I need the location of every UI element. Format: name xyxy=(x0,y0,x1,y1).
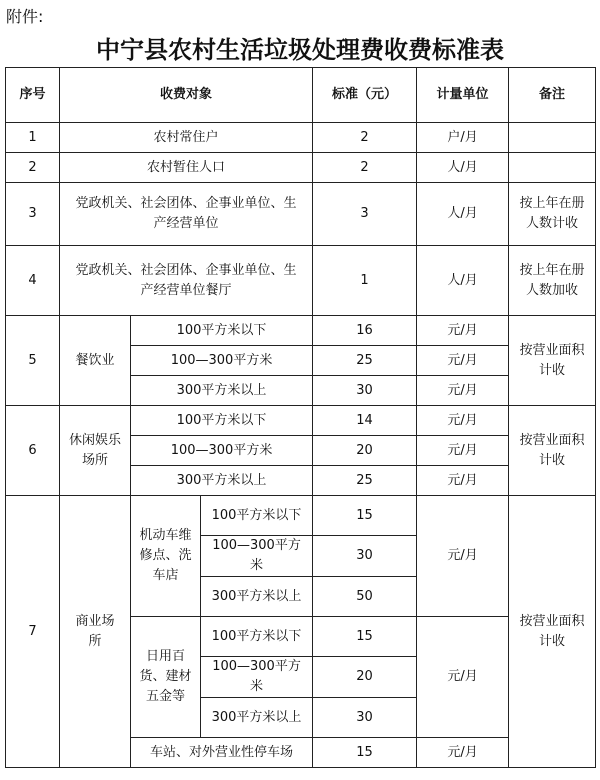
row-object: 农村常住户 xyxy=(60,123,313,153)
row-no: 5 xyxy=(6,316,60,406)
row-standard: 15 xyxy=(313,496,417,536)
row-object: 党政机关、社会团体、企事业单位、生产经营单位餐厅 xyxy=(60,246,313,316)
row-subcategory: 日用百货、建材五金等 xyxy=(131,617,201,738)
row-note xyxy=(509,153,596,183)
row-area: 100平方米以下 xyxy=(201,617,313,657)
table-row xyxy=(6,246,596,316)
row-standard: 30 xyxy=(313,698,417,738)
row-category: 休闲娱乐场所 xyxy=(60,406,131,496)
attachment-label: 附件: xyxy=(6,7,44,26)
row-standard: 20 xyxy=(313,657,417,698)
row-note: 按上年在册人数计收 xyxy=(509,183,596,246)
row-standard: 1 xyxy=(313,246,417,316)
row-standard: 2 xyxy=(313,123,417,153)
row-unit: 元/月 xyxy=(417,617,509,738)
row-unit: 元/月 xyxy=(417,376,509,406)
row-unit: 人/月 xyxy=(417,153,509,183)
row-area: 100平方米以下 xyxy=(201,496,313,536)
row-area: 300平方米以上 xyxy=(201,577,313,617)
row-unit: 户/月 xyxy=(417,123,509,153)
row-no: 6 xyxy=(6,406,60,496)
row-area: 300平方米以上 xyxy=(131,376,313,406)
header-note: 备注 xyxy=(509,68,596,123)
row-standard: 50 xyxy=(313,577,417,617)
row-area: 100平方米以下 xyxy=(131,316,313,346)
row-area: 100—300平方米 xyxy=(201,536,313,577)
row-no: 4 xyxy=(6,246,60,316)
row-area: 100—300平方米 xyxy=(131,346,313,376)
row-object: 车站、对外营业性停车场 xyxy=(131,738,313,768)
row-no: 7 xyxy=(6,496,60,768)
table-row xyxy=(6,316,596,346)
row-area: 300平方米以上 xyxy=(131,466,313,496)
row-standard: 25 xyxy=(313,346,417,376)
row-subcategory: 机动车维修点、洗车店 xyxy=(131,496,201,617)
row-note: 按上年在册人数加收 xyxy=(509,246,596,316)
row-object: 农村暂住人口 xyxy=(60,153,313,183)
row-no: 1 xyxy=(6,123,60,153)
row-area: 100—300平方米 xyxy=(131,436,313,466)
row-standard: 30 xyxy=(313,536,417,577)
row-note xyxy=(509,123,596,153)
row-standard: 15 xyxy=(313,617,417,657)
row-standard: 3 xyxy=(313,183,417,246)
header-object: 收费对象 xyxy=(60,68,313,123)
row-standard: 20 xyxy=(313,436,417,466)
row-standard: 15 xyxy=(313,738,417,768)
row-no: 3 xyxy=(6,183,60,246)
row-standard: 2 xyxy=(313,153,417,183)
row-standard: 16 xyxy=(313,316,417,346)
row-unit: 元/月 xyxy=(417,346,509,376)
row-note: 按营业面积计收 xyxy=(509,316,596,406)
row-note: 按营业面积计收 xyxy=(509,406,596,496)
row-unit: 元/月 xyxy=(417,406,509,436)
row-unit: 人/月 xyxy=(417,183,509,246)
row-unit: 元/月 xyxy=(417,316,509,346)
fee-table xyxy=(5,67,596,768)
table-header-row xyxy=(6,68,596,123)
row-category: 商业场所 xyxy=(60,496,131,768)
row-unit: 人/月 xyxy=(417,246,509,316)
row-note: 按营业面积计收 xyxy=(509,496,596,768)
row-standard: 14 xyxy=(313,406,417,436)
row-area: 100—300平方米 xyxy=(201,657,313,698)
row-unit: 元/月 xyxy=(417,466,509,496)
table-row xyxy=(6,406,596,436)
row-standard: 25 xyxy=(313,466,417,496)
table-row xyxy=(6,123,596,153)
row-area: 300平方米以上 xyxy=(201,698,313,738)
row-unit: 元/月 xyxy=(417,496,509,617)
row-no: 2 xyxy=(6,153,60,183)
page-title: 中宁县农村生活垃圾处理费收费标准表 xyxy=(96,35,504,64)
row-object: 党政机关、社会团体、企事业单位、生产经营单位 xyxy=(60,183,313,246)
row-unit: 元/月 xyxy=(417,738,509,768)
row-category: 餐饮业 xyxy=(60,316,131,406)
row-area: 100平方米以下 xyxy=(131,406,313,436)
table-row xyxy=(6,496,596,536)
row-unit: 元/月 xyxy=(417,436,509,466)
header-unit: 计量单位 xyxy=(417,68,509,123)
table-row xyxy=(6,153,596,183)
table-row xyxy=(6,183,596,246)
header-standard: 标准（元） xyxy=(313,68,417,123)
row-standard: 30 xyxy=(313,376,417,406)
header-no: 序号 xyxy=(6,68,60,123)
